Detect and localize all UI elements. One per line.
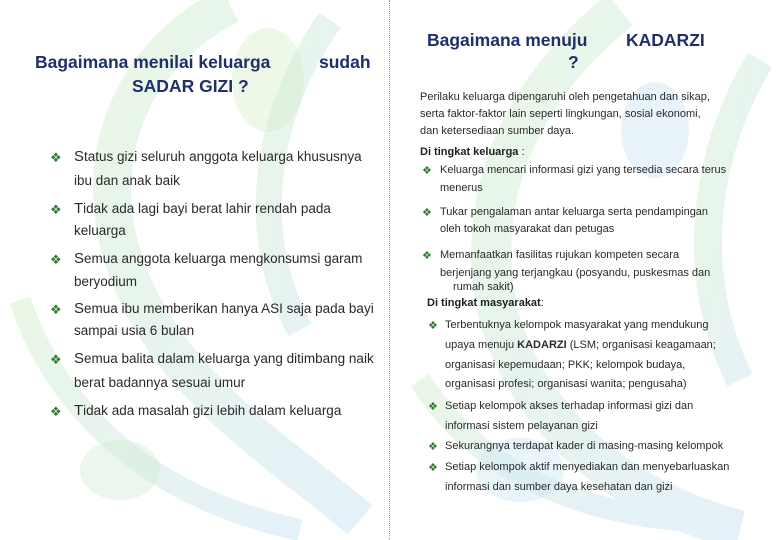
left-list-item xyxy=(74,148,362,165)
item-initial: S xyxy=(74,300,85,317)
item-text: idak ada masalah gizi lebih dalam keluarga xyxy=(83,403,342,418)
diamond-bullet-icon: ❖ xyxy=(50,404,62,419)
item-text: emua balita dalam keluarga yang ditimbang naik xyxy=(84,351,374,366)
diamond-bullet-icon: ❖ xyxy=(428,441,438,453)
left-list-item-continuation: beryodium xyxy=(74,274,138,289)
community-heading-text: Di tingkat masyarakat xyxy=(427,297,541,309)
family-item-line: rumah sakit) xyxy=(453,281,514,293)
left-title-sudah xyxy=(319,52,371,73)
item-text: emua ibu memberikan hanya ASI saja pada bayi xyxy=(84,301,374,316)
item-initial: S xyxy=(74,148,85,165)
left-list-item-continuation: berat badannya sesuai umur xyxy=(74,375,246,390)
community-item-line: Sekurangnya terdapat kader di masing-masing kelompok xyxy=(445,440,724,452)
family-item-line: Memanfaatkan fasilitas rujukan kompeten secara xyxy=(440,249,680,261)
diamond-bullet-icon: ❖ xyxy=(50,202,62,217)
intro-line: Perilaku keluarga dipengaruhi oleh pengetahuan dan sikap, xyxy=(420,91,710,103)
right-title-question: ? xyxy=(568,52,579,72)
diamond-bullet-icon: ❖ xyxy=(428,401,438,413)
community-heading xyxy=(427,293,544,311)
item-initial: T xyxy=(74,402,84,419)
diamond-bullet-icon: ❖ xyxy=(50,252,62,267)
left-title-part2: sudah xyxy=(319,52,371,72)
diamond-bullet-icon: ❖ xyxy=(50,302,62,317)
family-item-line: oleh tokoh masyarakat dan petugas xyxy=(440,223,615,235)
community-item-line: organisasi kepemudaan; PKK; kelompok budaya, xyxy=(445,359,686,371)
right-title-kadarzi: KADARZI xyxy=(626,30,705,50)
community-item-line: informasi sistem pelayanan gizi xyxy=(445,420,598,432)
diamond-bullet-icon: ❖ xyxy=(50,352,62,367)
right-title-line1 xyxy=(427,30,587,51)
community-item-line: Setiap kelompok aktif menyediakan dan menyebarluaskan xyxy=(445,461,730,473)
intro-line: serta faktor-faktor lain seperti lingkungan, sosial ekonomi, xyxy=(420,108,701,120)
community-item-line: informasi dan sumber daya kesehatan dan gizi xyxy=(445,481,673,493)
community-item-line: organisasi profesi; organisasi wanita; pengusaha) xyxy=(445,378,687,390)
family-item-line: Tukar pengalaman antar keluarga serta pendampingan xyxy=(440,206,709,218)
left-list-item-continuation: ibu dan anak baik xyxy=(74,173,180,188)
left-list-item-continuation: sampai usia 6 bulan xyxy=(74,323,195,338)
community-text: (LSM; organisasi keagamaan; xyxy=(566,339,716,351)
left-list-item xyxy=(74,300,374,317)
diamond-bullet-icon: ❖ xyxy=(422,207,432,219)
diamond-bullet-icon: ❖ xyxy=(50,150,62,165)
left-title-line2: SADAR GIZI ? xyxy=(132,76,249,96)
item-initial: T xyxy=(74,200,84,217)
kadarzi-keyword: KADARZI xyxy=(517,339,567,351)
community-heading-colon: : xyxy=(540,297,544,309)
item-text: idak ada lagi bayi berat lahir rendah pada xyxy=(83,201,331,216)
item-text: emua anggota keluarga mengkonsumsi garam xyxy=(84,251,363,266)
family-item-line: Keluarga mencari informasi gizi yang tersedia secara terus xyxy=(440,164,727,176)
item-initial: S xyxy=(74,350,85,367)
left-list-item xyxy=(74,250,362,267)
family-heading-text: Di tingkat keluarga xyxy=(420,146,519,158)
left-title-part1: Bagaimana menilai keluarga xyxy=(35,52,271,72)
left-list-item-continuation: keluarga xyxy=(74,223,126,238)
intro-line: dan ketersediaan sumber daya. xyxy=(420,125,575,137)
family-item-line: berjenjang yang terjangkau (posyandu, puskesmas dan xyxy=(440,267,711,279)
family-heading xyxy=(420,142,525,160)
community-item-line: Terbentuknya kelompok masyarakat yang mendukung xyxy=(445,319,709,331)
diamond-bullet-icon: ❖ xyxy=(422,165,432,177)
left-title-line1 xyxy=(35,52,270,73)
diamond-bullet-icon: ❖ xyxy=(428,320,438,332)
family-heading-colon: : xyxy=(518,146,525,158)
diamond-bullet-icon: ❖ xyxy=(422,250,432,262)
item-text: tatus gizi seluruh anggota keluarga khususnya xyxy=(84,149,362,164)
community-text: upaya menuju xyxy=(445,339,518,351)
left-list-item xyxy=(74,402,341,419)
item-initial: S xyxy=(74,250,85,267)
family-item-line: menerus xyxy=(440,182,483,194)
left-list-item xyxy=(74,350,374,367)
community-item-line xyxy=(445,339,716,351)
community-item-line: Setiap kelompok akses terhadap informasi gizi dan xyxy=(445,400,694,412)
diamond-bullet-icon: ❖ xyxy=(428,462,438,474)
right-title-part1: Bagaimana menuju xyxy=(427,30,588,50)
left-list-item xyxy=(74,200,331,217)
